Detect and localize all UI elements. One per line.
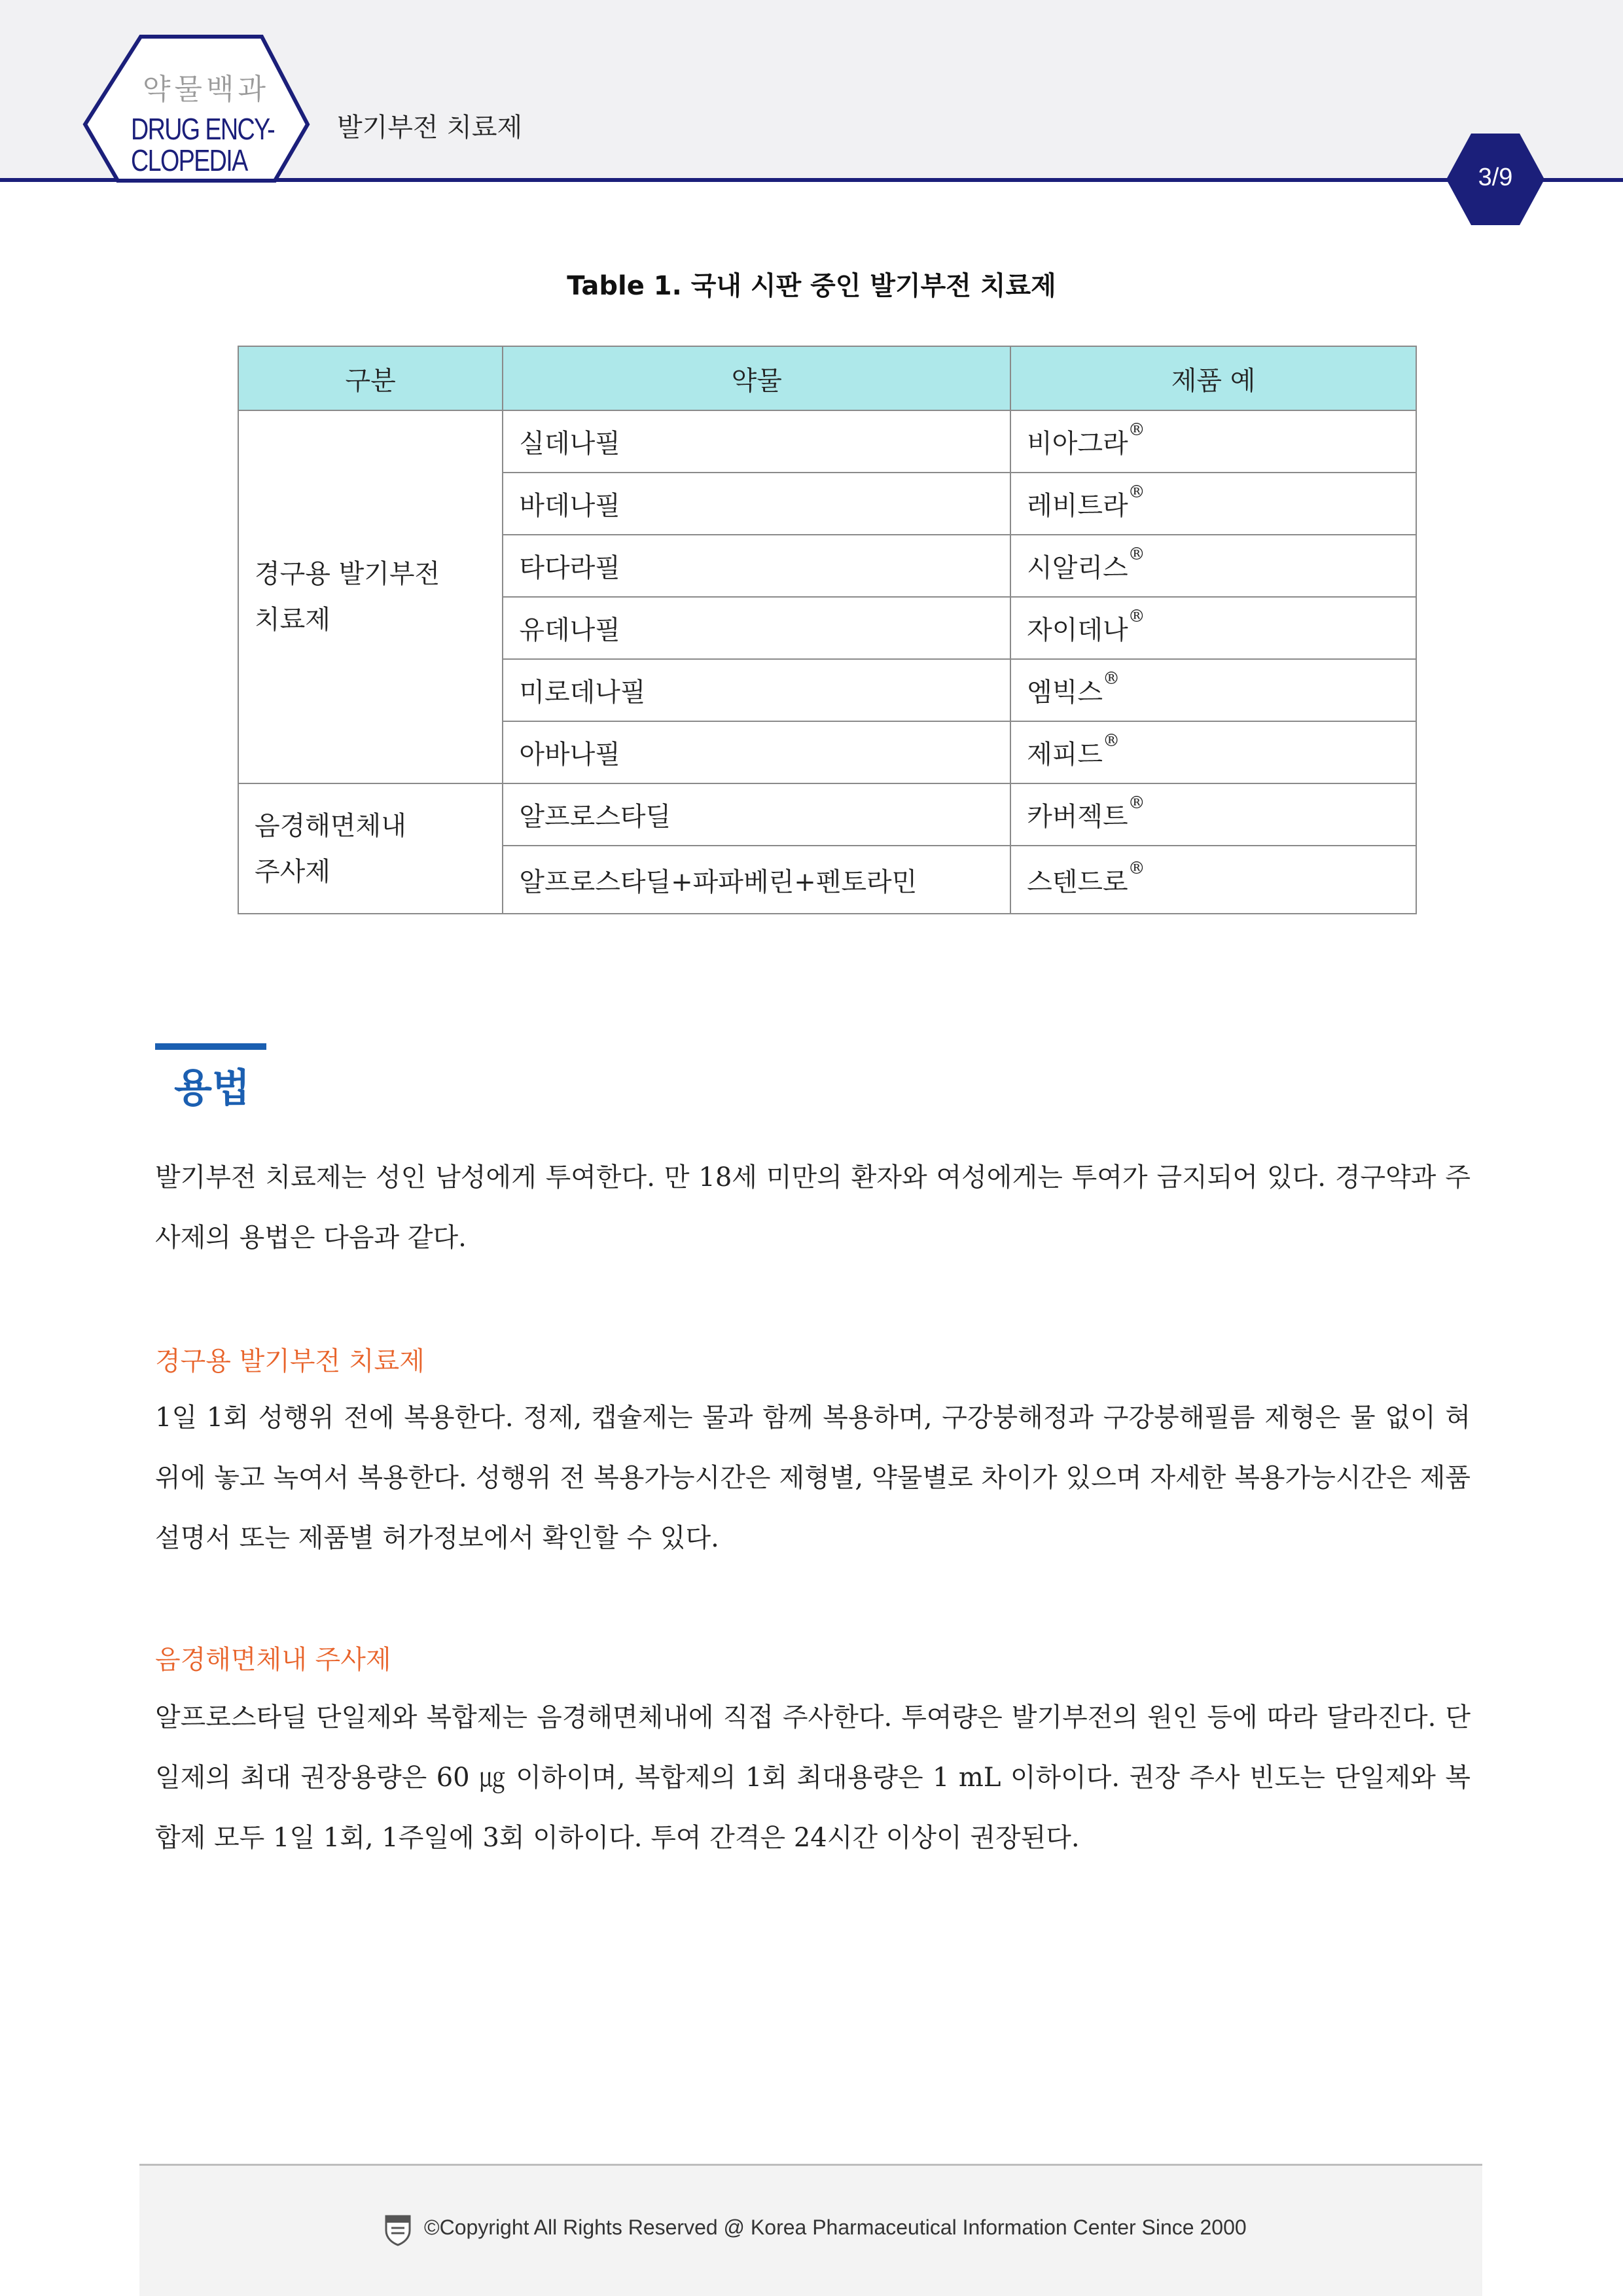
product-cell xyxy=(1010,535,1416,597)
category-label: 주사제 xyxy=(255,856,330,887)
product-cell xyxy=(1010,410,1416,473)
logo-english-line1: DRUG ENCY- xyxy=(131,112,275,146)
drug-table xyxy=(238,346,1417,914)
oral-subheading: 경구용 발기부전 치료제 xyxy=(155,1346,425,1376)
drug-cell: 유데나필 xyxy=(503,597,1010,659)
column-header-product: 제품 예 xyxy=(1010,346,1416,410)
drug-cell: 타다라필 xyxy=(503,535,1010,597)
drug-cell: 알프로스타딜 xyxy=(503,783,1010,846)
registered-mark: ® xyxy=(1128,482,1145,502)
injection-subheading: 음경해면체내 주사제 xyxy=(155,1645,391,1675)
product-name: 스텐드로 xyxy=(1027,867,1128,897)
product-cell xyxy=(1010,597,1416,659)
injection-paragraph: 알프로스타딜 단일제와 복합제는 음경해면체내에 직접 주사한다. 투여량은 발기부전의 원인 등에 따라 달라진다. 단일제의 최대 권장용량은 60 ㎍ 이하이며, 복합제의 1회 최대용량은 1 mL 이하이다. 권장 주사 빈도는 단일제와 복합제 모두 1일 1회, 1주일에 3회 이하이다. 투여 간격은 24시간 이상이 권장된다. xyxy=(155,1702,1471,1853)
product-name: 제피드 xyxy=(1027,740,1103,770)
product-name: 시알리스 xyxy=(1027,553,1128,583)
registered-mark: ® xyxy=(1128,793,1145,813)
category-cell-injection xyxy=(238,783,503,914)
table-row xyxy=(238,410,1416,473)
product-cell xyxy=(1010,846,1416,914)
logo-korean: 약물백과 xyxy=(142,73,270,106)
column-header-drug: 약물 xyxy=(503,346,1010,410)
product-name: 레비트라 xyxy=(1027,491,1128,521)
registered-mark: ® xyxy=(1128,545,1145,564)
registered-mark: ® xyxy=(1128,858,1145,878)
column-header-category: 구분 xyxy=(238,346,503,410)
drug-cell: 미로데나필 xyxy=(503,659,1010,721)
product-name: 비아그라 xyxy=(1027,429,1128,459)
category-label: 경구용 발기부전 xyxy=(255,559,440,589)
table-header-row xyxy=(238,346,1416,410)
section-title: 용법 xyxy=(174,1066,250,1111)
drug-cell: 바데나필 xyxy=(503,473,1010,535)
registered-mark: ® xyxy=(1128,607,1145,626)
registered-mark: ® xyxy=(1103,669,1120,689)
product-cell xyxy=(1010,783,1416,846)
header-title: 발기부전 치료제 xyxy=(337,113,523,143)
product-name: 자이데나 xyxy=(1027,615,1128,645)
category-label: 치료제 xyxy=(255,605,330,635)
product-cell xyxy=(1010,721,1416,783)
category-label: 음경해면체내 xyxy=(255,810,406,841)
shield-icon xyxy=(383,2214,412,2246)
table-row xyxy=(238,783,1416,846)
product-name: 카버젝트 xyxy=(1027,802,1128,832)
table-caption: Table 1. 국내 시판 중인 발기부전 치료제 xyxy=(567,271,1056,301)
registered-mark: ® xyxy=(1103,731,1120,751)
category-cell-oral xyxy=(238,410,503,783)
drug-cell: 알프로스타딜+파파베린+펜토라민 xyxy=(503,846,1010,914)
section-accent-bar xyxy=(155,1043,266,1050)
product-name: 엠빅스 xyxy=(1027,677,1103,708)
footer-copyright: ©Copyright All Rights Reserved @ Korea Pharmaceutical Information Center Since 2000 xyxy=(424,2215,1247,2239)
registered-mark: ® xyxy=(1128,420,1145,440)
logo-english-line2: CLOPEDIA xyxy=(131,143,247,177)
intro-paragraph: 발기부전 치료제는 성인 남성에게 투여한다. 만 18세 미만의 환자와 여성에게는 투여가 금지되어 있다. 경구약과 주사제의 용법은 다음과 같다. xyxy=(155,1162,1471,1253)
product-cell xyxy=(1010,659,1416,721)
oral-paragraph: 1일 1회 성행위 전에 복용한다. 정제, 캡슐제는 물과 함께 복용하며, 구강붕해정과 구강붕해필름 제형은 물 없이 혀 위에 놓고 녹여서 복용한다. 성행위 전 복용가능시간은 제형별, 약물별로 차이가 있으며 자세한 복용가능시간은 제품설명서 또는 제품별 허가정보에서 확인할 수 있다. xyxy=(155,1403,1471,1553)
drug-cell: 아바나필 xyxy=(503,721,1010,783)
product-cell xyxy=(1010,473,1416,535)
page-indicator: 3/9 xyxy=(1478,164,1513,191)
drug-cell: 실데나필 xyxy=(503,410,1010,473)
